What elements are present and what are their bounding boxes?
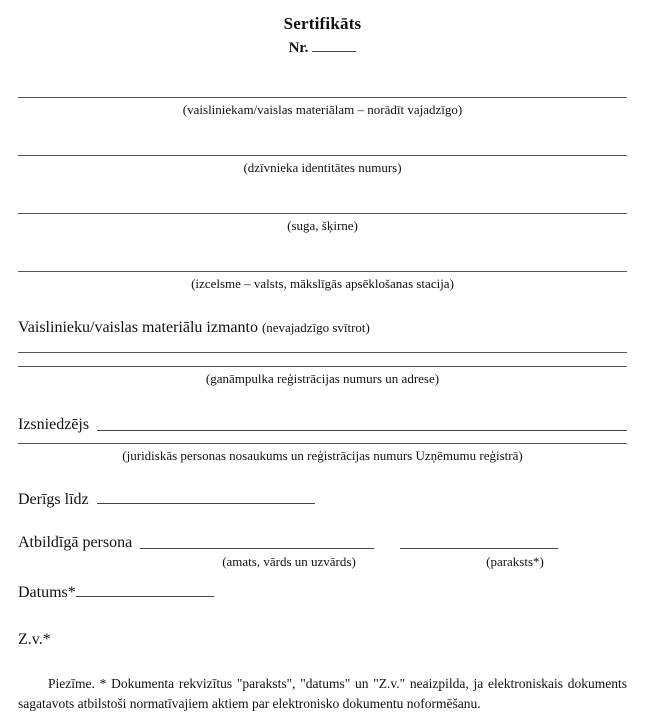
responsible-signature-blank-line <box>400 548 558 549</box>
responsible-person-label: Atbildīgā persona <box>18 534 133 551</box>
number-blank-line <box>312 47 356 52</box>
footnote: Piezīme. * Dokumenta rekvizītus "paraksts", "datums" un "Z.v." neaizpilda, ja elektroniskais dokuments sagatavots atbilstoši normatīvajiem aktiem par elektronisko dokumentu noformēšanu. <box>18 676 627 712</box>
responsible-captions-row <box>18 554 627 570</box>
date-label: Datums* <box>18 584 76 601</box>
blank-line-herd-1 <box>18 352 627 353</box>
responsible-caption-gap <box>410 554 436 570</box>
issuer-blank-line-2 <box>18 443 627 444</box>
issuer-blank-line-1 <box>97 430 627 431</box>
date-row <box>18 584 627 602</box>
blank-line-species <box>18 213 627 214</box>
blank-line-origin <box>18 271 627 272</box>
caption-breeder: (vaisliniekam/vaislas materiālam – norādīt vajadzīgo) <box>182 102 463 117</box>
caption-animal-id: (dzīvnieka identitātes numurs) <box>243 160 402 175</box>
caption-position-name: (amats, vārds un uzvārds) <box>222 554 356 569</box>
document-number-row <box>18 40 627 57</box>
blank-line-breeder <box>18 97 627 98</box>
responsible-person-row <box>18 534 627 552</box>
valid-until-label: Derīgs līdz <box>18 491 89 508</box>
field-species <box>18 213 627 234</box>
field-animal-id <box>18 155 627 176</box>
field-origin <box>18 271 627 292</box>
blank-line-animal-id <box>18 155 627 156</box>
document-title: Sertifikāts <box>283 14 362 33</box>
valid-until-blank-line <box>97 499 315 504</box>
caption-origin: (izcelsme – valsts, mākslīgās apsēklošanas stacija) <box>191 276 454 291</box>
issuer-label: Izsniedzējs <box>18 416 90 433</box>
caption-species: (suga, šķirne) <box>287 218 358 233</box>
blank-line-herd-2 <box>18 366 627 367</box>
responsible-name-blank-line <box>140 548 374 549</box>
caption-signature: (paraksts*) <box>486 554 544 569</box>
date-blank-line <box>76 592 214 597</box>
field-herd <box>18 352 627 387</box>
valid-until-row <box>18 491 627 509</box>
seal-row <box>18 631 627 649</box>
field-breeder <box>18 97 627 118</box>
seal-label: Z.v.* <box>18 631 51 648</box>
caption-herd: (ganāmpulka reģistrācijas numurs un adrese) <box>205 371 440 386</box>
caption-issuer: (juridiskās personas nosaukums un reģistrācijas numurs Uzņēmumu reģistrā) <box>122 448 523 463</box>
usage-note: (nevajadzīgo svītrot) <box>261 320 370 335</box>
responsible-caption-pad <box>18 554 168 570</box>
issuer-row <box>18 416 627 434</box>
usage-label-row <box>18 319 627 337</box>
number-label: Nr. <box>288 40 309 56</box>
usage-label: Vaislinieku/vaislas materiālu izmanto <box>18 319 258 336</box>
